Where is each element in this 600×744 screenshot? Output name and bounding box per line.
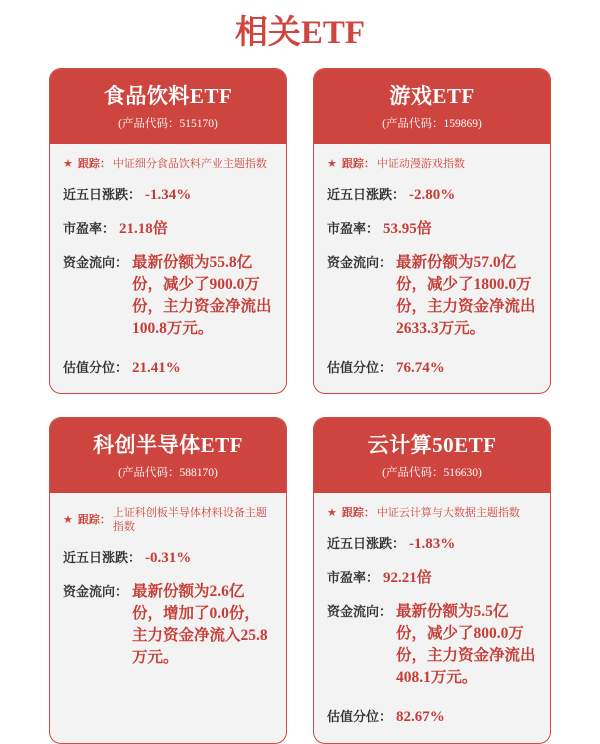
capital-flow-row <box>327 252 537 340</box>
tracking-label: 跟踪： <box>341 158 375 170</box>
etf-card-header <box>50 418 286 493</box>
pe-ratio-row <box>327 218 537 239</box>
five-day-change-row <box>327 184 537 205</box>
tracking-row <box>63 157 273 171</box>
valuation-percentile-value: 76.74% <box>396 359 445 376</box>
capital-flow-row <box>327 601 537 689</box>
five-day-change-value: -2.80% <box>409 187 456 203</box>
five-day-change-row <box>63 184 273 205</box>
five-day-change-label: 近五日涨跌： <box>327 187 406 202</box>
capital-flow-row <box>63 252 273 340</box>
valuation-percentile-value: 21.41% <box>132 359 181 376</box>
five-day-change-row <box>327 533 537 554</box>
five-day-change-label: 近五日涨跌： <box>63 187 142 202</box>
etf-card-body <box>314 144 550 393</box>
star-icon: ★ <box>327 158 337 170</box>
etf-card-body <box>50 493 286 742</box>
tracking-index: 中证动漫游戏指数 <box>376 158 465 170</box>
five-day-change-row <box>63 547 273 568</box>
page-title: 相关ETF <box>234 15 366 51</box>
tracking-label: 跟踪： <box>77 158 111 170</box>
tracking-index: 上证科创板半导体材料设备主题指数 <box>112 507 267 534</box>
valuation-percentile-label: 估值分位： <box>327 359 393 375</box>
five-day-change-label: 近五日涨跌： <box>63 550 142 566</box>
etf-card-header <box>50 69 286 144</box>
etf-name: 食品饮料ETF <box>103 84 233 108</box>
valuation-percentile-label: 估值分位： <box>327 708 393 724</box>
five-day-change-value: -1.34% <box>145 187 192 203</box>
tracking-row <box>327 506 537 520</box>
valuation-percentile-value: 82.67% <box>396 708 445 725</box>
five-day-change-value: -0.31% <box>145 550 192 567</box>
capital-flow-value: 最新份额为5.5亿份，减少了800.0万份，主力资金净流出408.1万元。 <box>396 602 536 686</box>
star-icon: ★ <box>327 507 337 520</box>
tracking-row <box>63 506 273 534</box>
capital-flow-value: 最新份额为2.6亿份，增加了0.0份，主力资金净流入25.8万元。 <box>132 583 268 666</box>
valuation-percentile-row <box>327 357 537 378</box>
capital-flow-label: 资金流向： <box>63 584 129 599</box>
tracking-index: 中证云计算与大数据主题指数 <box>376 507 520 520</box>
etf-card-header <box>314 69 550 144</box>
etf-card-food-beverage <box>49 68 287 394</box>
etf-product-code: (产品代码：588170) <box>118 467 218 480</box>
pe-ratio-row <box>327 567 537 588</box>
capital-flow-row <box>63 581 273 669</box>
etf-product-code: (产品代码：516630) <box>382 467 482 480</box>
etf-card-header <box>314 418 550 493</box>
star-icon: ★ <box>63 158 73 170</box>
pe-ratio-row <box>63 218 273 239</box>
etf-card-game <box>313 68 551 394</box>
pe-ratio-value: 21.18倍 <box>119 220 168 237</box>
pe-ratio-label: 市盈率： <box>327 570 380 585</box>
tracking-label: 跟踪： <box>77 514 111 527</box>
capital-flow-value: 最新份额为57.0亿份，减少了1800.0万份，主力资金净流出2633.3万元。 <box>396 253 536 337</box>
etf-name: 游戏ETF <box>389 84 475 108</box>
etf-card-sci-semiconductor <box>49 417 287 743</box>
five-day-change-label: 近五日涨跌： <box>327 536 406 552</box>
capital-flow-label: 资金流向： <box>63 254 129 270</box>
capital-flow-label: 资金流向： <box>327 603 393 619</box>
pe-ratio-value: 92.21倍 <box>383 570 432 586</box>
pe-ratio-label: 市盈率： <box>327 220 380 236</box>
etf-card-body <box>314 493 550 742</box>
star-icon: ★ <box>63 514 73 527</box>
etf-card-body <box>50 144 286 393</box>
five-day-change-value: -1.83% <box>409 536 456 553</box>
valuation-percentile-row <box>327 706 537 727</box>
pe-ratio-value: 53.95倍 <box>383 220 432 237</box>
etf-name: 科创半导体ETF <box>93 433 243 458</box>
valuation-percentile-row <box>63 357 273 378</box>
valuation-percentile-label: 估值分位： <box>63 359 129 375</box>
tracking-label: 跟踪： <box>341 507 375 520</box>
tracking-row <box>327 157 537 171</box>
capital-flow-label: 资金流向： <box>327 254 393 270</box>
etf-card-cloud-computing <box>313 417 551 743</box>
etf-product-code: (产品代码：159869) <box>382 118 482 130</box>
tracking-index: 中证细分食品饮料产业主题指数 <box>112 158 267 170</box>
etf-name: 云计算50ETF <box>367 433 497 458</box>
etf-card-grid <box>0 68 600 744</box>
etf-product-code: (产品代码：515170) <box>118 118 218 130</box>
capital-flow-value: 最新份额为55.8亿份，减少了900.0万份，主力资金净流出100.8万元。 <box>132 253 272 337</box>
pe-ratio-label: 市盈率： <box>63 220 116 236</box>
